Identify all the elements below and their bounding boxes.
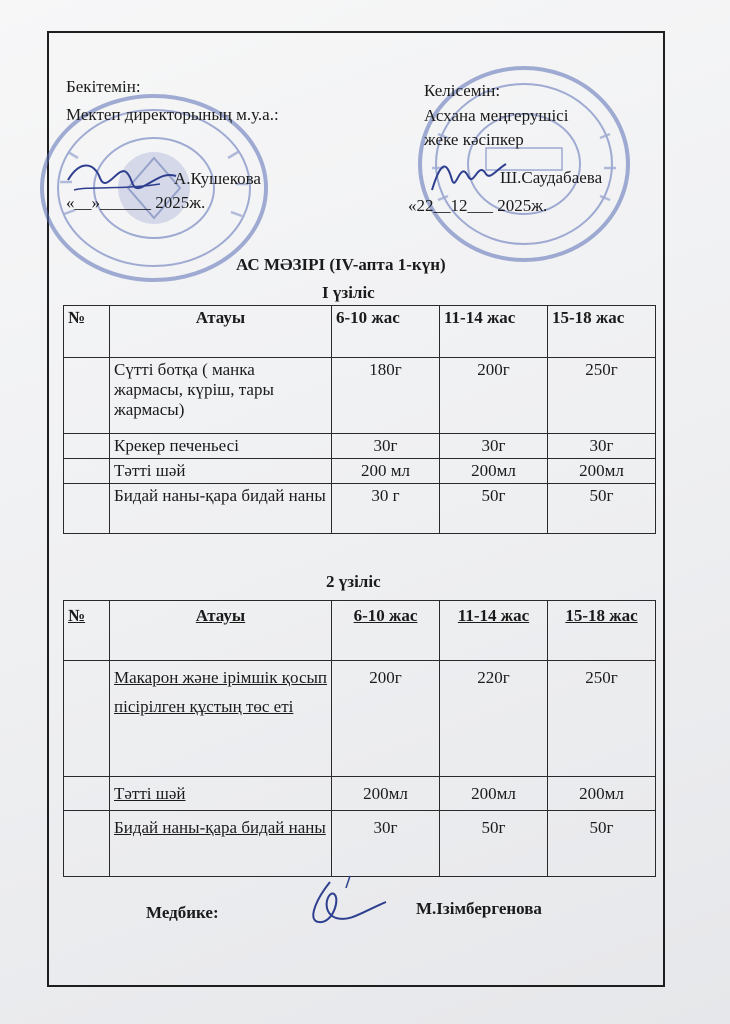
portion-11-14: 200мл <box>440 459 548 484</box>
manager-position-line2: жеке кәсіпкер <box>424 130 524 149</box>
nurse-signature <box>300 872 392 934</box>
dish-name: Бидай наны-қара бидай наны <box>110 484 332 534</box>
director-signature <box>60 150 180 210</box>
row-num <box>64 459 110 484</box>
col-age-15-18: 15-18 жас <box>548 601 656 661</box>
portion-6-10: 180г <box>332 358 440 434</box>
section-2-heading: 2 үзіліс <box>326 572 381 591</box>
portion-6-10: 200мл <box>332 777 440 811</box>
table-row <box>64 358 656 434</box>
table-row <box>64 811 656 877</box>
menu-table-2 <box>63 600 656 877</box>
row-num <box>64 811 110 877</box>
portion-11-14: 220г <box>440 661 548 777</box>
col-age-11-14: 11-14 жас <box>440 306 548 358</box>
director-name: А.Кушекова <box>174 169 261 188</box>
portion-11-14: 50г <box>440 484 548 534</box>
portion-6-10: 200г <box>332 661 440 777</box>
portion-6-10: 30г <box>332 434 440 459</box>
table-row <box>64 661 656 777</box>
table-header-row <box>64 601 656 661</box>
row-num <box>64 661 110 777</box>
col-num: № <box>64 601 110 661</box>
table-row <box>64 459 656 484</box>
table-row <box>64 434 656 459</box>
col-age-15-18: 15-18 жас <box>548 306 656 358</box>
col-name: Атауы <box>110 601 332 661</box>
col-age-11-14: 11-14 жас <box>440 601 548 661</box>
approve-label: Бекітемін: <box>66 77 141 96</box>
dish-name: Бидай наны-қара бидай наны <box>110 811 332 877</box>
portion-11-14: 50г <box>440 811 548 877</box>
menu-title: АС МӘЗІРІ (IV-апта 1-күн) <box>236 255 446 274</box>
manager-signature <box>426 150 510 202</box>
portion-6-10: 200 мл <box>332 459 440 484</box>
portion-11-14: 200мл <box>440 777 548 811</box>
table-row <box>64 777 656 811</box>
portion-15-18: 250г <box>548 661 656 777</box>
col-age-6-10: 6-10 жас <box>332 601 440 661</box>
row-num <box>64 434 110 459</box>
row-num <box>64 777 110 811</box>
dish-name: Тәтті шәй <box>110 777 332 811</box>
manager-date: «22__12___ 2025ж. <box>408 196 548 215</box>
director-date: «__»______ 2025ж. <box>66 193 206 212</box>
dish-name: Крекер печеньесі <box>110 434 332 459</box>
portion-15-18: 30г <box>548 434 656 459</box>
agree-label: Келісемін: <box>424 81 501 100</box>
portion-15-18: 200мл <box>548 459 656 484</box>
dish-name: Сүтті ботқа ( манка жармасы, күріш, тары жармасы) <box>110 358 332 434</box>
portion-15-18: 250г <box>548 358 656 434</box>
table-row <box>64 484 656 534</box>
portion-6-10: 30 г <box>332 484 440 534</box>
portion-15-18: 50г <box>548 811 656 877</box>
manager-name: Ш.Саудабаева <box>500 168 603 187</box>
table-header-row <box>64 306 656 358</box>
col-age-6-10: 6-10 жас <box>332 306 440 358</box>
director-position: Мектеп директорының м.у.а.: <box>66 105 279 124</box>
portion-15-18: 50г <box>548 484 656 534</box>
dish-name: Макарон және ірімшік қосып пісірілген құстың төс еті <box>110 661 332 777</box>
portion-11-14: 200г <box>440 358 548 434</box>
portion-6-10: 30г <box>332 811 440 877</box>
dish-name: Тәтті шәй <box>110 459 332 484</box>
section-1-heading: І үзіліс <box>322 283 375 302</box>
nurse-label: Медбике: <box>146 903 219 922</box>
row-num <box>64 358 110 434</box>
row-num <box>64 484 110 534</box>
col-name: Атауы <box>110 306 332 358</box>
menu-table-1 <box>63 305 656 534</box>
portion-15-18: 200мл <box>548 777 656 811</box>
nurse-name: М.Ізімбергенова <box>416 899 542 918</box>
portion-11-14: 30г <box>440 434 548 459</box>
manager-position-line1: Асхана меңгерушісі <box>424 106 569 125</box>
col-num: № <box>64 306 110 358</box>
